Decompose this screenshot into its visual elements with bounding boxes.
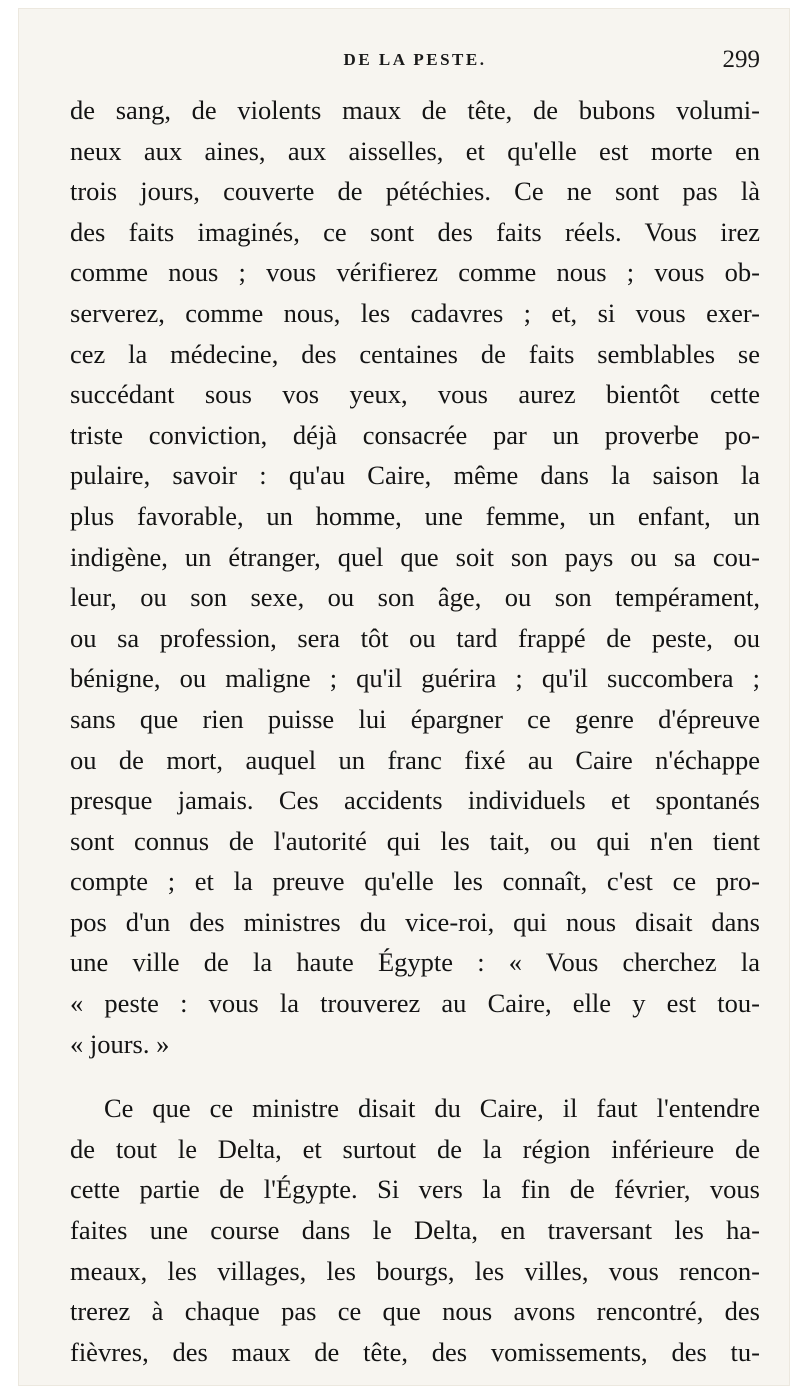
text-line: pulaire, savoir : qu'au Caire, même dans la saison la	[70, 460, 760, 491]
text-line: fièvres, des maux de tête, des vomissements, des tu-	[70, 1336, 760, 1367]
text-line: comme nous ; vous vérifierez comme nous ; vous ob-	[70, 257, 760, 288]
text-line: « jours. »	[70, 1028, 170, 1059]
page-number: 299	[722, 46, 760, 73]
page-header	[70, 42, 760, 82]
text-line: cette partie de l'Égypte. Si vers la fin de février, vous	[70, 1174, 760, 1205]
text-line: une ville de la haute Égypte : « Vous cherchez la	[70, 947, 760, 978]
text-line: neux aux aines, aux aisselles, et qu'elle est morte en	[70, 135, 760, 166]
text-line: ou de mort, auquel un franc fixé au Caire n'échappe	[70, 744, 760, 775]
text-line: plus favorable, un homme, une femme, un enfant, un	[70, 500, 760, 531]
text-line: trerez à chaque pas ce que nous avons rencontré, des	[70, 1296, 760, 1327]
text-line: de sang, de violents maux de tête, de bubons volumi-	[70, 95, 760, 125]
text-line: Ce que ce ministre disait du Caire, il faut l'entendre	[104, 1093, 760, 1124]
text-line: pos d'un des ministres du vice-roi, qui nous disait dans	[70, 906, 760, 937]
text-line: faites une course dans le Delta, en traversant les ha-	[70, 1215, 760, 1246]
text-line: sans que rien puisse lui épargner ce genre d'épreuve	[70, 703, 760, 734]
text-line: succédant sous vos yeux, vous aurez bientôt cette	[70, 379, 760, 410]
body-text	[70, 90, 760, 1372]
text-line: sont connus de l'autorité qui les tait, ou qui n'en tient	[70, 825, 760, 856]
text-line: indigène, un étranger, quel que soit son pays ou sa cou-	[70, 541, 760, 572]
running-title: DE LA PESTE.	[343, 50, 487, 69]
text-line: presque jamais. Ces accidents individuels et spontanés	[70, 785, 760, 816]
paragraph-gap	[70, 1064, 760, 1088]
text-line: serverez, comme nous, les cadavres ; et, si vous exer-	[70, 297, 760, 328]
text-line: ou sa profession, sera tôt ou tard frappé de peste, ou	[70, 622, 760, 653]
text-line: leur, ou son sexe, ou son âge, ou son tempérament,	[70, 582, 760, 613]
text-line: compte ; et la preuve qu'elle les connaît, c'est ce pro-	[70, 866, 760, 897]
text-line: cez la médecine, des centaines de faits semblables se	[70, 338, 760, 369]
text-line: trois jours, couverte de pétéchies. Ce ne sont pas là	[70, 176, 760, 207]
text-line: de tout le Delta, et surtout de la région inférieure de	[70, 1133, 760, 1164]
text-line: « peste : vous la trouverez au Caire, elle y est tou-	[70, 988, 760, 1019]
book-page	[18, 8, 790, 1386]
text-line: des faits imaginés, ce sont des faits réels. Vous irez	[70, 216, 760, 247]
text-line: bénigne, ou maligne ; qu'il guérira ; qu'il succombera ;	[70, 663, 760, 694]
text-line: meaux, les villages, les bourgs, les villes, vous rencon-	[70, 1255, 760, 1286]
text-line: triste conviction, déjà consacrée par un proverbe po-	[70, 419, 760, 450]
